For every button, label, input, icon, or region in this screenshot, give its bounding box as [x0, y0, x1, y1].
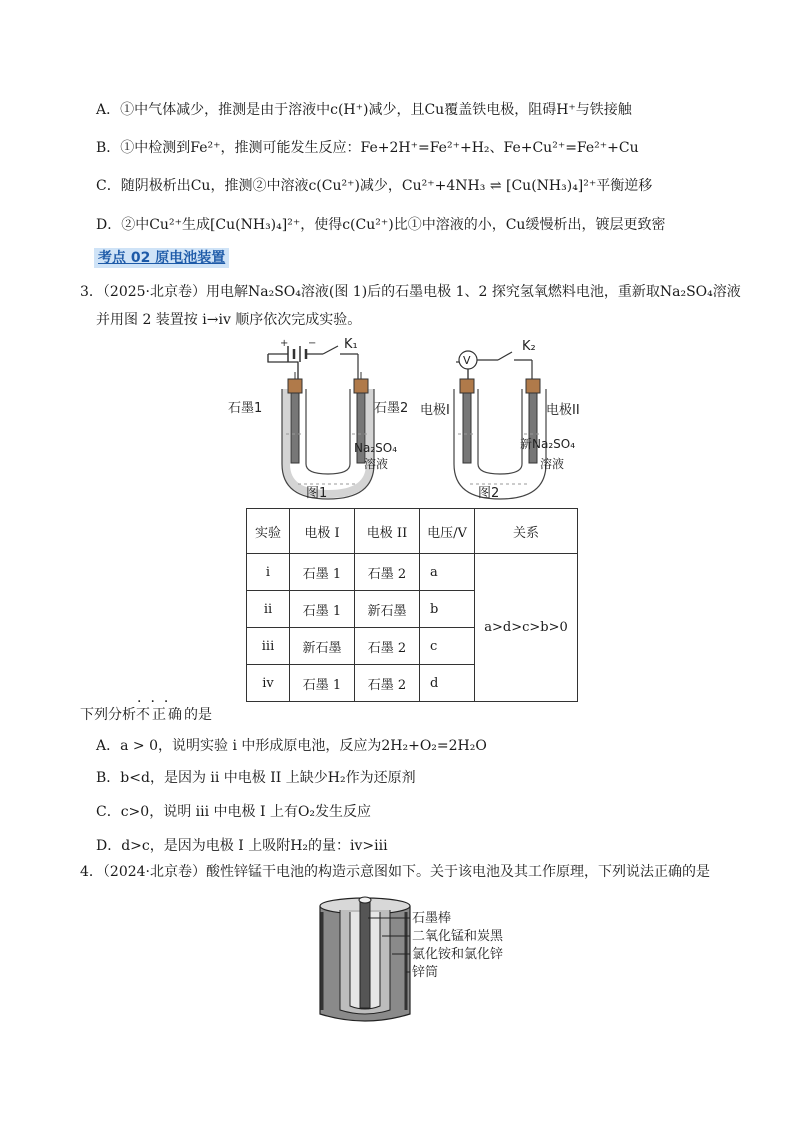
fig1-solution-label-a: Na₂SO₄ [354, 441, 398, 455]
table-header: 电极 II [355, 509, 420, 554]
q3-stem-line1: 3．（2025·北京卷）用电解Na₂SO₄溶液(图 1)后的石墨电极 1、2 探究氢氧燃料电池，重新取Na₂SO₄溶液 [80, 284, 741, 300]
table-cell: c [420, 628, 475, 665]
fig2-solution-label-b: 溶液 [540, 457, 565, 471]
fig1-right-label: 石墨2 [374, 401, 408, 416]
fig2-solution-label-a: 新Na₂SO₄ [520, 437, 576, 451]
table-cell: 石墨 2 [355, 665, 420, 702]
emphasis-text: 不正确 [136, 707, 184, 723]
table-cell: iii [247, 628, 290, 665]
q3-option-d: D．d>c，是因为电极 I 上吸附H₂的量：iv>iii [96, 838, 388, 854]
table-cell: b [420, 591, 475, 628]
q4-stem: 4．（2024·北京卷）酸性锌锰干电池的构造示意图如下。关于该电池及其工作原理，下列说法正确的是 [80, 864, 710, 880]
option-b-prev: B．①中检测到Fe²⁺，推测可能发生反应：Fe+2H⁺=Fe²⁺+H₂、Fe+Cu²⁺=Fe²⁺+Cu [96, 140, 639, 156]
q3-stem-line2: 并用图 2 装置按 i→iv 顺序依次完成实验。 [96, 312, 362, 328]
table-cell: 石墨 2 [355, 554, 420, 591]
q3-option-c: C．c>0，说明 iii 中电极 I 上有O₂发生反应 [96, 804, 372, 820]
label-nh4cl-zncl2: 氯化铵和氯化锌 [412, 947, 504, 962]
svg-text:+: + [280, 338, 289, 349]
table-header-row [247, 509, 578, 554]
section-tag: 考点 02 原电池装置 [94, 248, 229, 268]
table-cell: iv [247, 665, 290, 702]
fig1-solution-label-b: 溶液 [364, 457, 389, 471]
table-cell: 石墨 1 [290, 591, 355, 628]
table-cell: 石墨 1 [290, 554, 355, 591]
label-graphite-rod: 石墨棒 [412, 911, 452, 926]
table-cell: 石墨 1 [290, 665, 355, 702]
label-zinc-can: 锌筒 [412, 965, 439, 980]
option-a-prev: A．①中气体减少，推测是由于溶液中c(H⁺)减少，且Cu覆盖铁电极，阻碍H⁺与铁接触 [96, 102, 632, 118]
table-cell: ii [247, 591, 290, 628]
fig1-left-label: 石墨1 [228, 401, 263, 416]
table-header: 关系 [475, 509, 578, 554]
fig2-right-label: 电极II [546, 403, 580, 418]
table-cell: 新石墨 [355, 591, 420, 628]
fig2-caption: 图2 [478, 486, 500, 501]
table-row [247, 554, 578, 591]
emphasis-dots: ··· [137, 694, 178, 710]
fig1-switch-label: K₁ [344, 337, 358, 352]
table-header: 电极 I [290, 509, 355, 554]
voltmeter-icon: V [463, 354, 471, 367]
relation-cell: a>d>c>b>0 [475, 554, 578, 702]
table-header: 实验 [247, 509, 290, 554]
option-c-prev: C．随阴极析出Cu，推测②中溶液c(Cu²⁺)减少，Cu²⁺+4NH₃ ⇌ [Cu(NH₃)₄]²⁺平衡逆移 [96, 178, 653, 194]
experiment-table [246, 508, 578, 702]
label-mno2-carbon: 二氧化锰和炭黑 [412, 929, 504, 944]
svg-text:−: − [308, 338, 317, 349]
table-cell: d [420, 665, 475, 702]
fig2-left-label: 电极I [420, 403, 450, 418]
q3-option-a: A．a > 0，说明实验 i 中形成原电池，反应为2H₂+O₂=2H₂O [96, 738, 487, 754]
q3-prompt: 下列分析不正确的是 [80, 707, 212, 723]
table-cell: 新石墨 [290, 628, 355, 665]
figure-2-fuel-cell [420, 334, 600, 504]
option-d-prev: D．②中Cu²⁺生成[Cu(NH₃)₄]²⁺，使得c(Cu²⁺)比①中溶液的小，Cu缓慢析出，镀层更致密 [96, 217, 666, 233]
table-cell: i [247, 554, 290, 591]
dry-cell-diagram [310, 892, 540, 1032]
q3-option-b: B．b<d，是因为 ii 中电极 II 上缺少H₂作为还原剂 [96, 770, 416, 786]
fig2-switch-label: K₂ [522, 339, 536, 354]
fig1-caption: 图1 [306, 486, 328, 501]
table-cell: a [420, 554, 475, 591]
table-cell: 石墨 2 [355, 628, 420, 665]
table-header: 电压/V [420, 509, 475, 554]
figure-1-electrolysis [228, 334, 408, 504]
